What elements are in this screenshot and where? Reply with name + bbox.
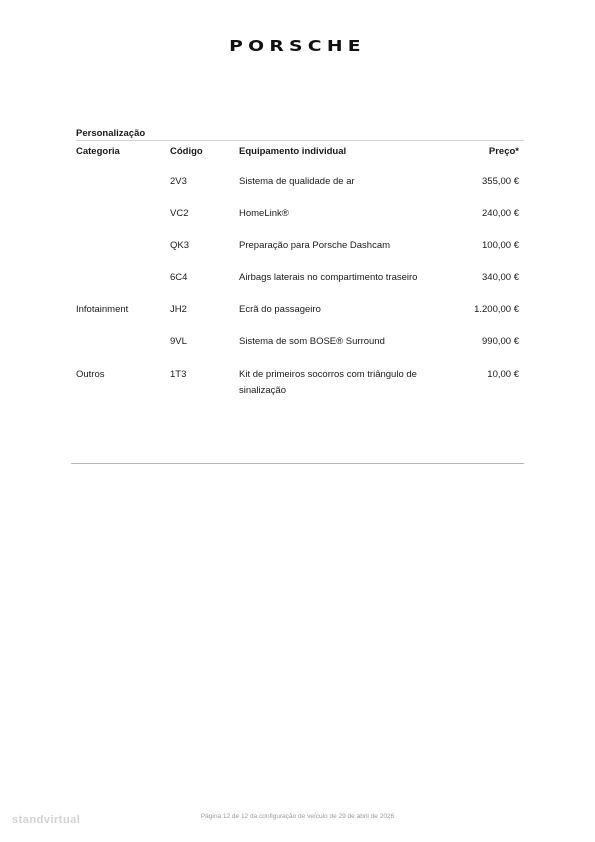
row-code: VC2	[170, 208, 189, 219]
row-description: Kit de primeiros socorros com triângulo de sinalização	[239, 369, 417, 396]
row-price: 240,00 €	[482, 208, 519, 219]
equipment-table	[76, 144, 519, 407]
row-code: JH2	[170, 304, 187, 315]
divider-top	[76, 140, 524, 141]
porsche-logo: PORSCHE	[229, 37, 366, 55]
table-row	[76, 334, 519, 367]
section-title: Personalização	[76, 128, 146, 139]
table-row	[76, 302, 519, 334]
row-description: Sistema de som BOSE® Surround	[239, 336, 385, 347]
table-row	[76, 238, 519, 270]
row-description: Sistema de qualidade de ar	[239, 176, 355, 187]
header-price: Preço*	[488, 146, 519, 157]
row-price: 340,00 €	[482, 272, 519, 283]
page-footer: Página 12 de 12 da configuração de veículo de 29 de abril de 2026	[200, 813, 395, 820]
header-code: Código	[170, 146, 203, 157]
row-code: 9VL	[170, 336, 187, 347]
table-header-row	[76, 144, 519, 170]
divider-bottom	[71, 463, 524, 464]
watermark-logo: standvirtual	[12, 814, 81, 826]
table-row	[76, 174, 519, 206]
row-price: 990,00 €	[482, 336, 519, 347]
row-description: Airbags laterais no compartimento traseiro	[239, 272, 418, 283]
table-row	[76, 367, 519, 407]
row-price: 10,00 €	[487, 369, 519, 380]
row-category: Infotainment	[76, 304, 129, 315]
row-code: 1T3	[170, 369, 187, 380]
row-category: Outros	[76, 369, 105, 380]
row-description: Preparação para Porsche Dashcam	[239, 240, 391, 251]
header-description: Equipamento individual	[239, 146, 347, 157]
table-row	[76, 206, 519, 238]
row-code: QK3	[170, 240, 190, 251]
table-row	[76, 270, 519, 302]
row-description: Ecrã do passageiro	[239, 304, 321, 315]
row-description: HomeLink®	[239, 208, 289, 219]
row-price: 1.200,00 €	[474, 304, 519, 315]
header-category: Categoria	[76, 146, 120, 157]
row-code: 6C4	[170, 272, 188, 283]
row-price: 355,00 €	[482, 176, 519, 187]
row-price: 100,00 €	[482, 240, 519, 251]
row-code: 2V3	[170, 176, 187, 187]
